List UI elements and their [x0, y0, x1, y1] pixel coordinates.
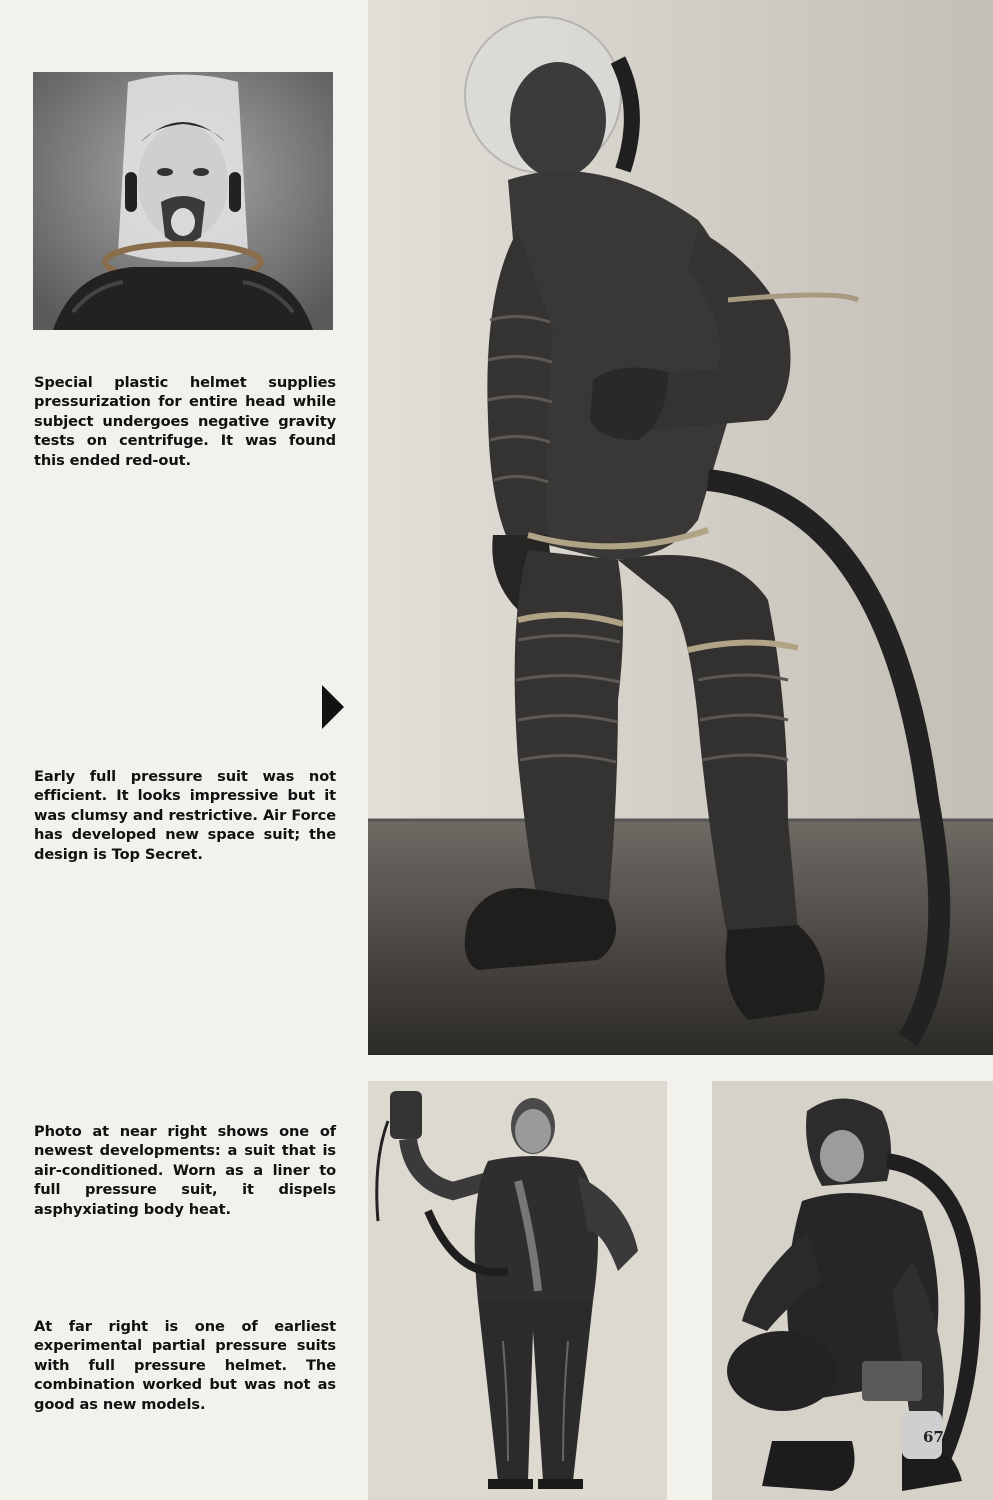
- photo-air-conditioned-suit: [368, 1081, 667, 1500]
- caption-partial-pressure-suit: At far right is one of earliest experimental partial pressure suits with full pressure helmet. The combination worked but was not as good as new models.: [34, 1317, 336, 1413]
- photo-full-pressure-suit: [368, 0, 993, 1055]
- pointer-arrow-icon: [322, 685, 344, 729]
- caption-air-conditioned-suit: Photo at near right shows one of newest developments: a suit that is air-conditioned. Worn as a liner to full pressure suit, it dispels asphyxiating body heat.: [34, 1122, 336, 1218]
- photo-plastic-helmet: [33, 72, 333, 330]
- caption-plastic-helmet: Special plastic helmet supplies pressurization for entire head while subject undergoes negative gravity tests on centrifuge. It was found this ended red-out.: [34, 373, 336, 469]
- photo-partial-pressure-suit: [712, 1081, 993, 1500]
- page-number: 67: [923, 1428, 944, 1446]
- caption-full-pressure-suit: Early full pressure suit was not efficient. It looks impressive but it was clumsy and restrictive. Air Force has developed new space suit; the design is Top Secret.: [34, 767, 336, 863]
